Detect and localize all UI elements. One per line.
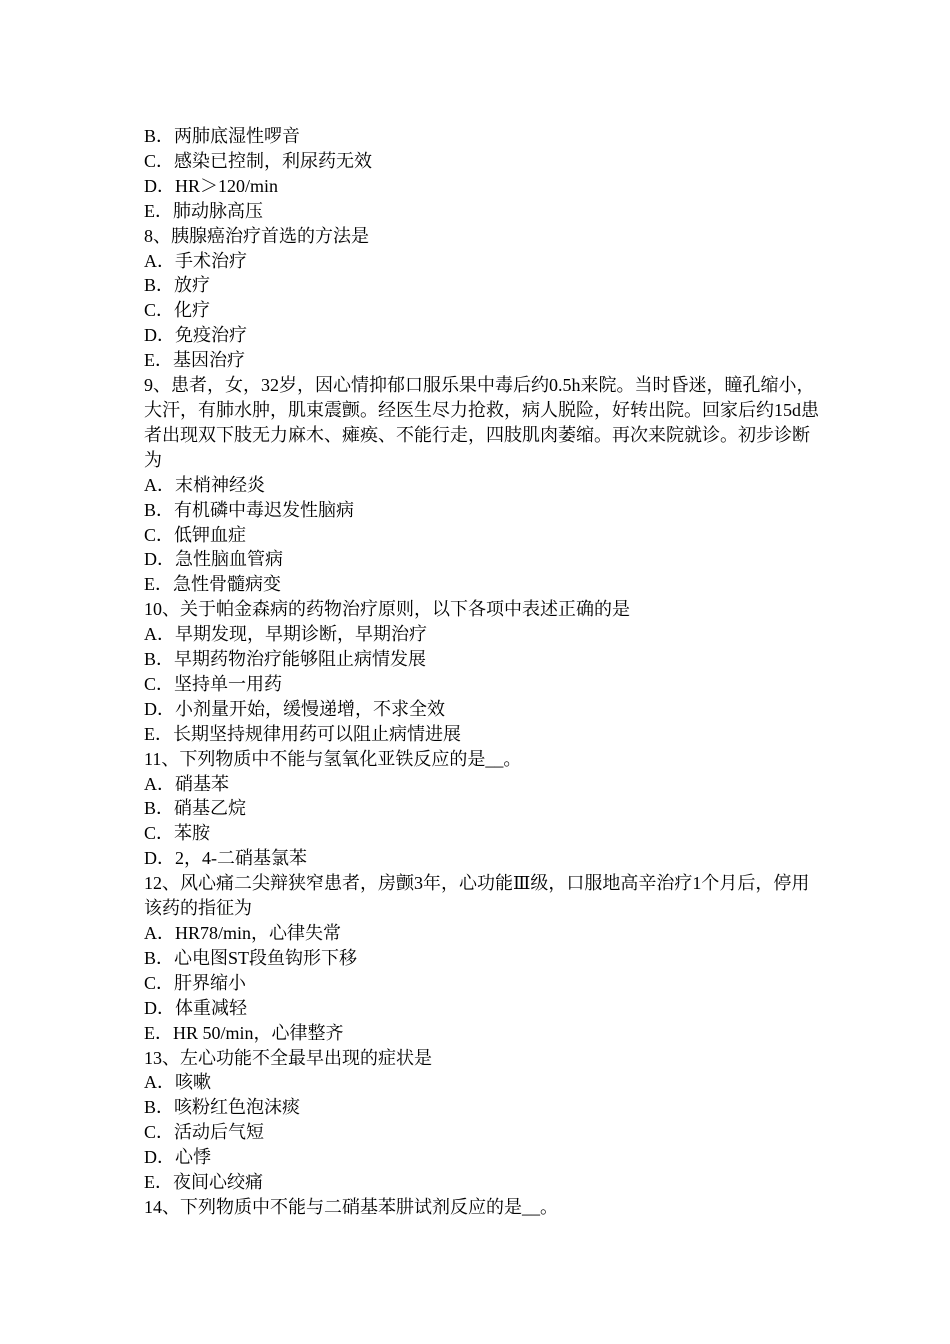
option-line: B．早期药物治疗能够阻止病情发展 [144,649,427,670]
option-line: D．急性脑血管病 [144,549,283,570]
question-line: 13、左心功能不全最早出现的症状是 [144,1047,432,1068]
option-line: A．早期发现，早期诊断，早期治疗 [144,624,427,645]
option-line: E．HR 50/min，心律整齐 [144,1022,344,1043]
option-line: D．体重减轻 [144,997,247,1018]
option-line: E．夜间心绞痛 [144,1172,263,1193]
option-line: B．咳粉红色泡沫痰 [144,1097,301,1118]
document-page [144,124,824,1220]
option-line: C．苯胺 [144,823,211,844]
option-line: C．感染已控制，利尿药无效 [144,150,373,171]
option-line: B．硝基乙烷 [144,798,247,819]
option-line: E．肺动脉高压 [144,200,263,221]
option-line: D．小剂量开始，缓慢递增，不求全效 [144,698,445,719]
option-line: B．放疗 [144,275,211,296]
option-line: A．硝基苯 [144,773,229,794]
option-line: D．HR＞120/min [144,175,279,196]
option-line: A．咳嗽 [144,1072,211,1093]
option-line: C．化疗 [144,300,211,321]
option-line: C．肝界缩小 [144,972,247,993]
option-line: B．两肺底湿性啰音 [144,126,301,146]
question-line: 14、下列物质中不能与二硝基苯肼试剂反应的是__。 [144,1196,558,1217]
question-line: 10、关于帕金森病的药物治疗原则，以下各项中表述正确的是 [144,599,630,620]
option-line: C．活动后气短 [144,1122,265,1143]
option-line: D．2，4-二硝基氯苯 [144,848,307,869]
option-line: D．免疫治疗 [144,325,247,346]
option-line: A．HR78/min，心律失常 [144,923,342,943]
option-line: D．心悸 [144,1147,211,1168]
option-line: B．有机磷中毒迟发性脑病 [144,499,355,520]
question-line: 8、胰腺癌治疗首选的方法是 [144,225,369,246]
question-line: 12、风心痛二尖辩狭窄患者，房颤3年，心功能Ⅲ级，口服地高辛治疗1个月后，停用该药的指征为 [144,873,810,919]
option-line: A．末梢神经炎 [144,474,265,495]
question-line: 9、患者，女，32岁，因心情抑郁口服乐果中毒后约0.5h来院。当时昏迷，瞳孔缩小，大汗，有肺水肿，肌束震颤。经医生尽力抢救，病人脱险，好转出院。回家后约15d患者出现双下肢无力麻木、瘫痪、不能行走，四肢肌肉萎缩。再次来院就诊。初步诊断为 [144,375,819,470]
option-line: B．心电图ST段鱼钩形下移 [144,947,358,968]
option-line: E．急性骨髓病变 [144,574,281,595]
question-line: 11、下列物质中不能与氢氧化亚铁反应的是__。 [144,748,522,769]
option-line: C．低钾血症 [144,524,247,545]
option-line: A．手术治疗 [144,250,247,271]
option-line: E．基因治疗 [144,350,245,371]
option-line: C．坚持单一用药 [144,673,283,694]
option-line: E．长期坚持规律用药可以阻止病情进展 [144,723,461,744]
